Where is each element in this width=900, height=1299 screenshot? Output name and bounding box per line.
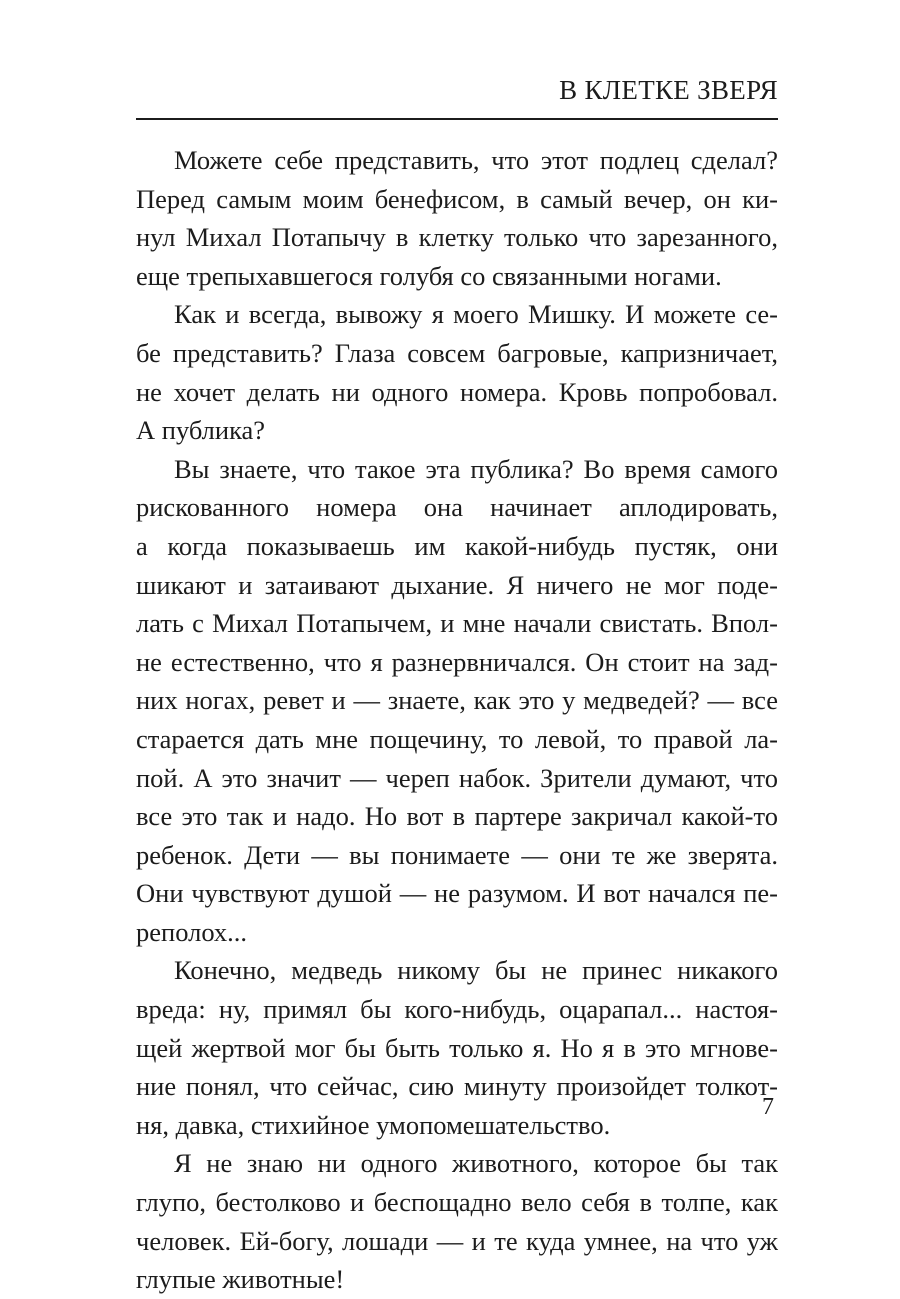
text-line: бе представить? Глаза совсем багровые, капризничает, [136, 337, 778, 368]
text-line: Они чувствуют душой — не разумом. И вот начался пе- [136, 878, 778, 909]
text-line: Вы знаете, что такое эта публика? Во время самого [174, 453, 778, 484]
text-line: еще трепыхавшегося голубя со связанными ногами. [136, 260, 722, 291]
text-line: пой. А это значит — череп набок. Зрители думают, что [136, 762, 778, 793]
text-line: лать с Михал Потапычем, и мне начали свистать. Впол- [136, 608, 778, 639]
text-line: все это так и надо. Но вот в партере закричал какой-то [136, 801, 778, 832]
text-line: старается дать мне пощечину, то левой, то правой ла- [136, 723, 778, 754]
text-line: а когда показываешь им какой-нибудь пустяк, они [136, 530, 778, 561]
text-line: ня, давка, стихийное умопомешательство. [136, 1109, 611, 1140]
text-line: А публика? [136, 415, 266, 446]
text-line: рискованного номера она начинает аплодировать, [136, 492, 778, 523]
text-line: ние понял, что сейчас, сию минуту произойдет толкот- [136, 1071, 778, 1102]
running-header: В КЛЕТКЕ ЗВЕРЯ [559, 75, 778, 105]
text-line: щей жертвой мог бы быть только я. Но я в это мгнове- [136, 1032, 778, 1063]
text-line: шикают и затаивают дыхание. Я ничего не мог поде- [136, 569, 778, 600]
text-line: Перед самым моим бенефисом, в самый вечер, он ки- [136, 183, 778, 214]
text-line: Как и всегда, вывожу я моего Мишку. И можете се- [174, 299, 778, 330]
text-line: не хочет делать ни одного номера. Кровь попробовал. [136, 376, 778, 407]
text-line: них ногах, ревет и — знаете, как это у медведей? — все [136, 685, 778, 716]
text-line: не естественно, что я разнервничался. Он стоит на зад- [136, 646, 778, 677]
paragraph-3 [136, 450, 778, 952]
text-line: Можете себе представить, что этот подлец сделал? [174, 145, 778, 175]
text-line: реполох... [136, 916, 248, 947]
text-line: Конечно, медведь никому бы не принес никакого [174, 955, 778, 986]
body-text [136, 141, 778, 1299]
text-line: глупые животные! [136, 1264, 345, 1295]
text-line: Я не знаю ни одного животного, которое бы так [174, 1148, 778, 1179]
text-line: человек. Ей-богу, лошади — и те куда умнее, на что уж [136, 1225, 778, 1256]
text-line: нул Михал Потапычу в клетку только что зарезанного, [136, 222, 778, 253]
page-number: 7 [762, 1094, 774, 1120]
header-rule [136, 118, 778, 120]
paragraph-4 [136, 951, 778, 1144]
text-line: вреда: ну, примял бы кого-нибудь, оцарапал... настоя- [136, 994, 778, 1025]
text-line: глупо, бестолково и беспощадно вело себя в толпе, как [136, 1187, 778, 1218]
paragraph-1 [136, 141, 778, 295]
paragraph-2 [136, 295, 778, 449]
paragraph-5 [136, 1144, 778, 1298]
text-line: ребенок. Дети — вы понимаете — они те же зверята. [136, 839, 778, 870]
